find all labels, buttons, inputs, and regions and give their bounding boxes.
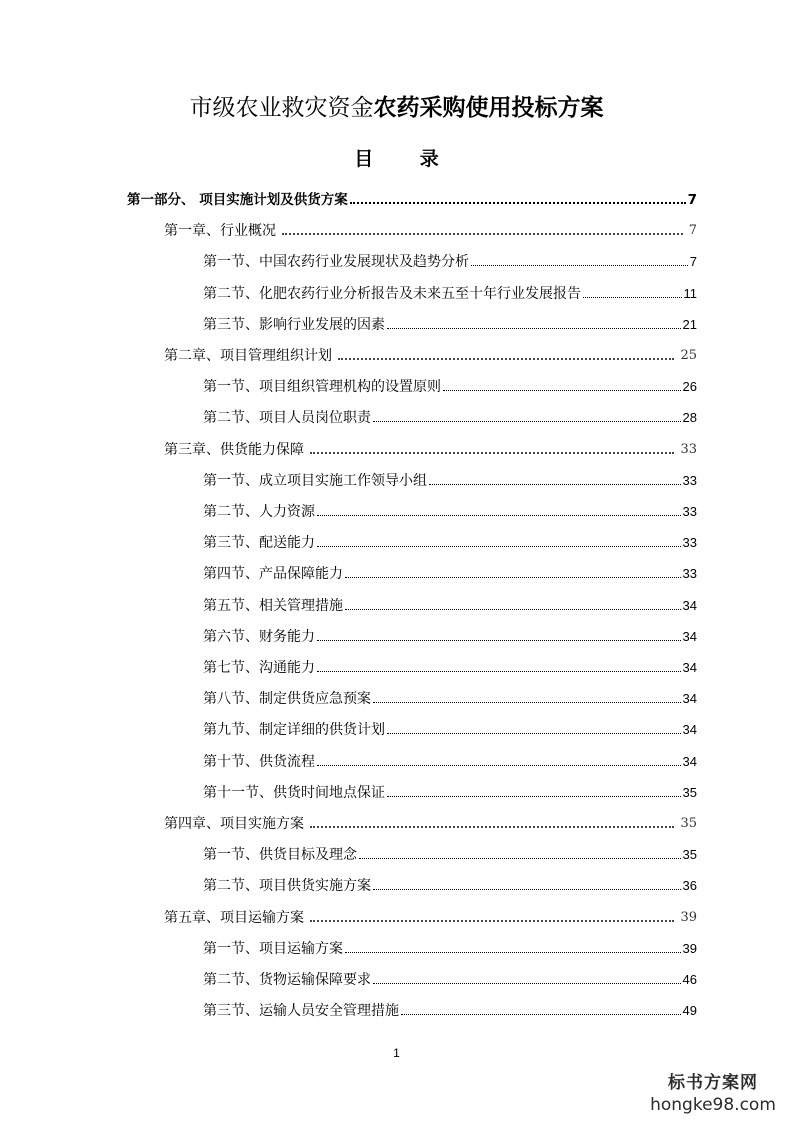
toc-entry-page-number: 39	[680, 910, 697, 925]
toc-heading: 目 录	[354, 148, 459, 170]
toc-entry-section[interactable]	[203, 281, 697, 303]
toc-entry-label: 第一节、项目组织管理机构的设置原则	[203, 379, 441, 395]
toc-dot-leader	[345, 609, 681, 610]
toc-dot-leader	[387, 796, 681, 797]
document-title	[0, 92, 793, 124]
toc-dot-leader	[387, 733, 681, 734]
toc-entry-page-number: 34	[682, 598, 697, 613]
toc-entry-section[interactable]	[203, 780, 697, 802]
toc-entry-chapter[interactable]	[164, 218, 697, 240]
toc-entry-page-number: 35	[680, 816, 697, 831]
toc-entry-label: 第四章、项目实施方案	[164, 816, 304, 832]
toc-dot-leader	[317, 546, 681, 547]
toc-entry-section[interactable]	[203, 749, 697, 771]
toc-entry-label: 第七节、沟通能力	[203, 660, 315, 676]
toc-dot-leader	[373, 702, 681, 703]
toc-entry-chapter[interactable]	[164, 437, 697, 459]
toc-entry-label: 第六节、财务能力	[203, 629, 315, 645]
toc-entry-label: 第五章、项目运输方案	[164, 910, 304, 926]
toc-entry-section[interactable]	[203, 873, 697, 895]
document-title-regular: 市级农业救灾资金	[189, 95, 374, 121]
watermark-chinese-text: 标书方案网	[668, 1073, 758, 1093]
toc-entry-section[interactable]	[203, 312, 697, 334]
toc-entry-page-number: 21	[682, 317, 697, 332]
toc-dot-leader	[310, 920, 674, 922]
toc-entry-section[interactable]	[203, 998, 697, 1020]
toc-entry-label: 第一节、成立项目实施工作领导小组	[203, 473, 427, 489]
toc-entry-section[interactable]	[203, 374, 697, 396]
toc-entry-label: 第三节、影响行业发展的因素	[203, 317, 385, 333]
toc-entry-label: 第一节、中国农药行业发展现状及趋势分析	[203, 254, 469, 270]
toc-entry-section[interactable]	[203, 530, 697, 552]
toc-entry-section[interactable]	[203, 655, 697, 677]
toc-entry-section[interactable]	[203, 842, 697, 864]
toc-entry-page-number: 33	[682, 504, 697, 519]
page-number: 1	[393, 1046, 400, 1060]
toc-entry-chapter[interactable]	[164, 811, 697, 833]
toc-dot-leader	[282, 233, 683, 235]
toc-dot-leader	[401, 1014, 681, 1015]
toc-dot-leader	[345, 577, 681, 578]
toc-entry-page-number: 36	[682, 878, 697, 893]
toc-dot-leader	[583, 297, 682, 298]
toc-dot-leader	[317, 515, 681, 516]
toc-entry-label: 第二节、化肥农药行业分析报告及未来五至十年行业发展报告	[203, 286, 581, 302]
toc-dot-leader	[317, 671, 681, 672]
toc-entry-chapter[interactable]	[164, 905, 697, 927]
toc-entry-label: 第四节、产品保障能力	[203, 566, 343, 582]
toc-entry-chapter[interactable]	[164, 343, 697, 365]
toc-entry-page-number: 7	[688, 223, 697, 238]
toc-entry-section[interactable]	[203, 405, 697, 427]
toc-dot-leader	[359, 858, 681, 859]
toc-entry-section[interactable]	[203, 561, 697, 583]
toc-entry-label: 第一章、行业概况	[164, 223, 276, 239]
toc-entry-page-number: 34	[682, 660, 697, 675]
toc-entry-part[interactable]	[127, 187, 697, 209]
toc-dot-leader	[345, 952, 681, 953]
toc-entry-page-number: 39	[682, 941, 697, 956]
toc-entry-label: 第二章、项目管理组织计划	[164, 348, 332, 364]
toc-entry-page-number: 46	[682, 972, 697, 987]
toc-entry-page-number: 28	[682, 410, 697, 425]
toc-entry-section[interactable]	[203, 499, 697, 521]
toc-entry-section[interactable]	[203, 967, 697, 989]
toc-entry-page-number: 34	[682, 629, 697, 644]
toc-entry-label: 第二节、项目人员岗位职责	[203, 410, 371, 426]
toc-dot-leader	[338, 358, 674, 360]
watermark-url: hongke98.com	[650, 1095, 776, 1115]
toc-dot-leader	[310, 452, 674, 454]
toc-entry-page-number: 26	[682, 379, 697, 394]
toc-dot-leader	[387, 328, 681, 329]
toc-entry-label: 第一部分、 项目实施计划及供货方案	[127, 192, 348, 208]
toc-entry-label: 第一节、供货目标及理念	[203, 847, 357, 863]
toc-entry-section[interactable]	[203, 593, 697, 615]
document-title-bold: 农药采购使用投标方案	[373, 95, 604, 121]
toc-entry-label: 第十节、供货流程	[203, 754, 315, 770]
toc-entry-label: 第二节、人力资源	[203, 504, 315, 520]
toc-entry-label: 第五节、相关管理措施	[203, 598, 343, 614]
toc-dot-leader	[317, 765, 681, 766]
toc-entry-page-number: 49	[682, 1003, 697, 1018]
toc-entry-page-number: 34	[682, 722, 697, 737]
toc-entry-section[interactable]	[203, 717, 697, 739]
toc-dot-leader	[443, 390, 681, 391]
toc-entry-label: 第三节、配送能力	[203, 535, 315, 551]
toc-entry-page-number: 35	[682, 847, 697, 862]
toc-entry-label: 第一节、项目运输方案	[203, 941, 343, 957]
toc-entry-section[interactable]	[203, 468, 697, 490]
toc-dot-leader	[350, 202, 686, 204]
toc-entry-section[interactable]	[203, 936, 697, 958]
toc-dot-leader	[310, 826, 674, 828]
toc-entry-page-number: 34	[682, 691, 697, 706]
toc-entry-page-number: 7	[687, 192, 697, 208]
toc-entry-label: 第九节、制定详细的供货计划	[203, 722, 385, 738]
toc-entry-label: 第十一节、供货时间地点保证	[203, 785, 385, 801]
toc-dot-leader	[429, 484, 681, 485]
toc-entry-page-number: 7	[689, 254, 697, 269]
toc-entry-page-number: 25	[680, 348, 697, 363]
toc-dot-leader	[373, 421, 681, 422]
toc-entry-section[interactable]	[203, 249, 697, 271]
toc-entry-label: 第三章、供货能力保障	[164, 442, 304, 458]
toc-entry-page-number: 33	[682, 473, 697, 488]
toc-dot-leader	[317, 640, 681, 641]
toc-dot-leader	[373, 889, 681, 890]
toc-entry-section[interactable]	[203, 624, 697, 646]
toc-dot-leader	[373, 983, 681, 984]
toc-entry-label: 第二节、货物运输保障要求	[203, 972, 371, 988]
toc-entry-label: 第二节、项目供货实施方案	[203, 878, 371, 894]
watermark-logo	[643, 1068, 783, 1115]
toc-entry-page-number: 33	[682, 566, 697, 581]
toc-entry-page-number: 33	[682, 535, 697, 550]
toc-entry-page-number: 11	[683, 286, 697, 301]
toc-entry-label: 第八节、制定供货应急预案	[203, 691, 371, 707]
toc-entry-section[interactable]	[203, 686, 697, 708]
toc-entry-page-number: 34	[682, 754, 697, 769]
toc-entry-page-number: 35	[682, 785, 697, 800]
toc-dot-leader	[471, 265, 688, 266]
toc-entry-page-number: 33	[680, 442, 697, 457]
toc-entry-label: 第三节、运输人员安全管理措施	[203, 1003, 399, 1019]
